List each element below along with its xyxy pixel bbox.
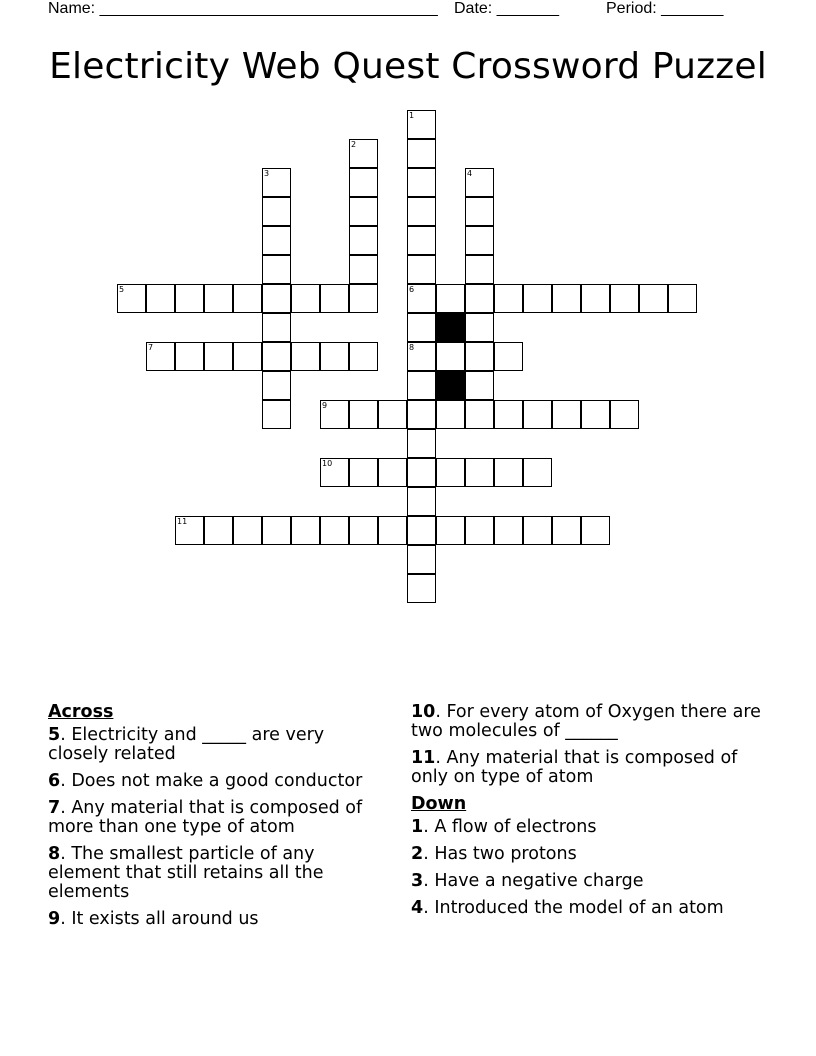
grid-cell[interactable] [494,400,523,429]
grid-cell[interactable] [436,284,465,313]
clue-down-4: 4. Introduced the model of an atom [411,898,724,918]
grid-cell[interactable] [407,545,436,574]
grid-cell[interactable] [175,516,204,545]
blocked-cell [436,371,465,400]
grid-cell[interactable] [465,516,494,545]
clue-across-10: 10. For every atom of Oxygen there are two molecules of ______ [411,702,761,741]
grid-cell[interactable] [436,516,465,545]
grid-cell[interactable] [204,284,233,313]
grid-cell[interactable] [465,458,494,487]
grid-cell[interactable] [465,284,494,313]
grid-cell[interactable] [349,139,378,168]
grid-cell[interactable] [465,255,494,284]
grid-cell[interactable] [407,429,436,458]
grid-cell[interactable] [407,197,436,226]
grid-cell[interactable] [407,110,436,139]
grid-cell[interactable] [465,168,494,197]
grid-cell[interactable] [349,226,378,255]
grid-cell[interactable] [407,255,436,284]
period-field[interactable]: Period: _______ [606,0,724,17]
grid-cell[interactable] [407,400,436,429]
grid-cell[interactable] [262,197,291,226]
grid-cell[interactable] [436,342,465,371]
clue-number: 11 [177,517,188,526]
grid-cell[interactable] [581,400,610,429]
clue-number: 2 [351,140,357,149]
grid-cell[interactable] [465,197,494,226]
grid-cell[interactable] [407,487,436,516]
grid-cell[interactable] [146,284,175,313]
grid-cell[interactable] [610,400,639,429]
grid-cell[interactable] [262,313,291,342]
date-field[interactable]: Date: _______ [454,0,559,17]
grid-cell[interactable] [349,458,378,487]
grid-cell[interactable] [204,516,233,545]
grid-cell[interactable] [465,371,494,400]
grid-cell[interactable] [552,516,581,545]
grid-cell[interactable] [407,168,436,197]
across-heading: Across [48,702,114,722]
clue-number: 10 [322,459,333,468]
grid-cell[interactable] [378,458,407,487]
grid-cell[interactable] [436,400,465,429]
grid-cell[interactable] [436,458,465,487]
grid-cell[interactable] [349,197,378,226]
grid-cell[interactable] [407,139,436,168]
grid-cell[interactable] [465,400,494,429]
grid-cell[interactable] [262,400,291,429]
grid-cell[interactable] [175,342,204,371]
grid-cell[interactable] [320,516,349,545]
clue-number: 8 [409,343,415,352]
grid-cell[interactable] [407,284,436,313]
grid-cell[interactable] [407,516,436,545]
grid-cell[interactable] [262,342,291,371]
grid-cell[interactable] [494,342,523,371]
grid-cell[interactable] [262,226,291,255]
grid-cell[interactable] [581,516,610,545]
grid-cell[interactable] [320,284,349,313]
clue-number: 6 [409,285,415,294]
clue-number: 3 [264,169,270,178]
grid-cell[interactable] [233,516,262,545]
grid-cell[interactable] [552,284,581,313]
grid-cell[interactable] [291,516,320,545]
grid-cell[interactable] [262,255,291,284]
grid-cell[interactable] [494,284,523,313]
grid-cell[interactable] [233,342,262,371]
grid-cell[interactable] [146,342,175,371]
grid-cell[interactable] [407,574,436,603]
grid-cell[interactable] [349,516,378,545]
grid-cell[interactable] [523,400,552,429]
grid-cell[interactable] [175,284,204,313]
grid-cell[interactable] [523,458,552,487]
clue-across-8: 8. The smallest particle of any element that still retains all the elements [48,844,324,902]
grid-cell[interactable] [320,342,349,371]
grid-cell[interactable] [407,342,436,371]
name-field[interactable]: Name: ______________________________________ [48,0,438,17]
grid-cell[interactable] [262,516,291,545]
grid-cell[interactable] [523,516,552,545]
grid-cell[interactable] [523,284,552,313]
grid-cell[interactable] [349,400,378,429]
grid-cell[interactable] [378,516,407,545]
clue-down-3: 3. Have a negative charge [411,871,644,891]
clue-number: 5 [119,285,125,294]
clue-across-9: 9. It exists all around us [48,909,259,929]
grid-cell[interactable] [320,458,349,487]
grid-cell[interactable] [262,371,291,400]
blocked-cell [436,313,465,342]
grid-cell[interactable] [465,313,494,342]
grid-cell[interactable] [291,284,320,313]
grid-cell[interactable] [668,284,697,313]
clue-down-1: 1. A flow of electrons [411,817,597,837]
clues-column-right [411,703,771,926]
grid-cell[interactable] [407,458,436,487]
grid-cell[interactable] [494,458,523,487]
grid-cell[interactable] [262,284,291,313]
down-heading: Down [411,794,467,814]
clue-number: 4 [467,169,473,178]
clue-number: 7 [148,343,154,352]
clue-across-6: 6. Does not make a good conductor [48,771,363,791]
grid-cell[interactable] [320,400,349,429]
clue-number: 1 [409,111,415,120]
grid-cell[interactable] [291,342,320,371]
grid-cell[interactable] [349,168,378,197]
grid-cell[interactable] [262,168,291,197]
grid-cell[interactable] [610,284,639,313]
grid-cell[interactable] [117,284,146,313]
page-title: Electricity Web Quest Crossword Puzzel [49,46,767,87]
grid-cell[interactable] [204,342,233,371]
clue-number: 9 [322,401,328,410]
grid-cell[interactable] [407,371,436,400]
grid-cell[interactable] [407,313,436,342]
grid-cell[interactable] [552,400,581,429]
clue-across-5: 5. Electricity and _____ are very closely related [48,725,325,764]
grid-cell[interactable] [639,284,668,313]
grid-cell[interactable] [378,400,407,429]
grid-cell[interactable] [349,255,378,284]
grid-cell[interactable] [494,516,523,545]
grid-cell[interactable] [465,226,494,255]
clue-across-11: 11. Any material that is composed of only on type of atom [411,748,738,787]
clue-down-2: 2. Has two protons [411,844,577,864]
grid-cell[interactable] [233,284,262,313]
clue-across-7: 7. Any material that is composed of more than one type of atom [48,798,363,837]
grid-cell[interactable] [465,342,494,371]
grid-cell[interactable] [349,284,378,313]
clues-column-left [48,703,383,937]
grid-cell[interactable] [407,226,436,255]
grid-cell[interactable] [349,342,378,371]
grid-cell[interactable] [581,284,610,313]
